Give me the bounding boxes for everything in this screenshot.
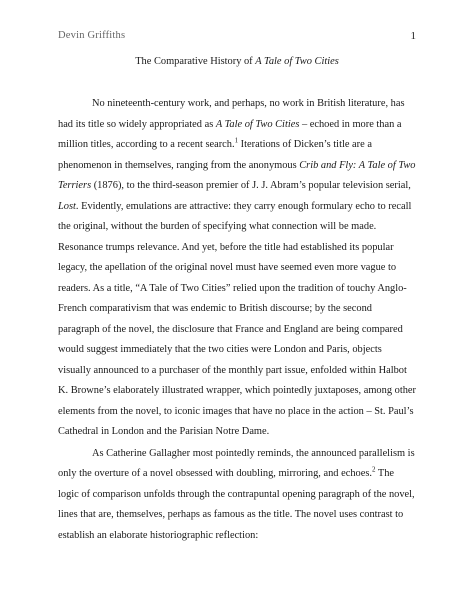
paragraph-1-text-c: Iterations of Dicken’s title are a phenomenon in themselves, ranging from the anonymous	[58, 139, 372, 171]
paragraph-2-text-b: The logic of comparison unfolds through the contrapuntal opening paragraph of the novel, lines that are, themselves, perhaps as famous as the title. The novel uses contrast to establish an elaborate historiographic reflection:	[58, 468, 415, 541]
paragraph-1-text-d: (1876), to the third-season premier of J. J. Abram’s popular television serial,	[91, 180, 411, 191]
page-number: 1	[410, 30, 416, 42]
body-text	[58, 94, 416, 546]
paragraph-1	[58, 94, 416, 443]
paragraph-1-italic-title-a: A Tale of Two Cities	[215, 118, 300, 130]
paragraph-1-italic-title-b: Crib and Fly: A Tale of Two Terriers	[58, 159, 416, 191]
title-text: The Comparative History of	[135, 56, 256, 67]
paragraph-2-text-a: As Catherine Gallagher most pointedly reminds, the announced parallelism is only the overture of a novel obsessed with doubling, mirroring, and echoes.	[58, 447, 415, 479]
paragraph-1-italic-title-c: Lost	[58, 200, 76, 212]
paragraph-1-text-a: No nineteenth-century work, and perhaps, no work in British literature, has had its title so widely appropriated as	[58, 98, 405, 130]
footnote-marker-1: 1	[234, 136, 239, 145]
title-italic-text: A Tale of Two Cities	[255, 56, 339, 67]
document-title	[0, 56, 474, 67]
paragraph-1-text-b: – echoed in more than a million titles, according to a recent search.	[58, 118, 402, 150]
paragraph-1-text-e: . Evidently, emulations are attractive: they carry enough formulary echo to recall the original, without the burden of specifying what connection will be made. Resonance trumps relevance. And yet, before the title had established its popular legacy, the apellation of the original novel must have seemed even more vague to readers. As a title, “A Tale of Two Cities” relied upon the tradition of touchy Anglo-French comparativism that was endemic to British discourse; by the second paragraph of the novel, the disclosure that France and England are being compared would suggest immediately that the two cities were London and Paris, objects visually announced to a purchaser of the monthly part issue, enfolded within Halbot K. Browne’s elaborately illustrated wrapper, which pointedly juxtaposes, among other elements from the novel, to iconic images that have no place in the action – St. Paul’s Cathedral in London and the Parisian Notre Dame.	[58, 200, 416, 437]
running-header-author: Devin Griffiths	[58, 30, 126, 41]
paragraph-2	[58, 444, 416, 547]
footnote-marker-2: 2	[371, 465, 376, 474]
